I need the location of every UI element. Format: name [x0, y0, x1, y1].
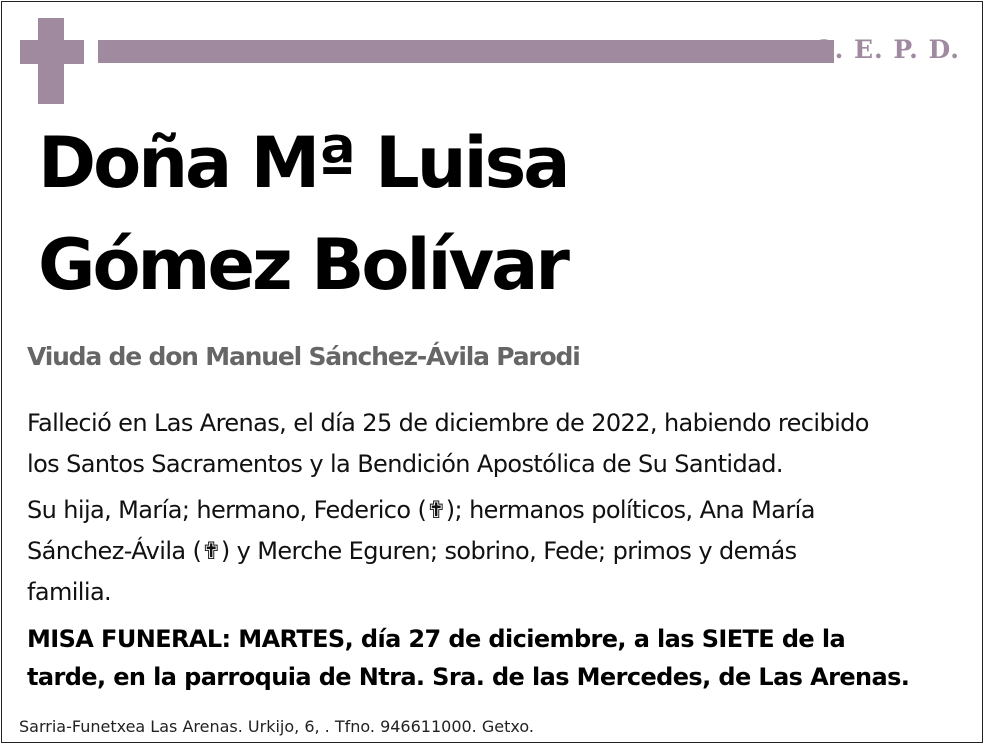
funeral-home-footer: Sarria-Funetxea Las Arenas. Urkijo, 6, . Tfno. 946611000. Getxo.: [19, 717, 534, 736]
death-notice-line-2: los Santos Sacramentos y la Bendición Apostólica de Su Santidad.: [27, 450, 783, 478]
family-line-1: Su hija, María; hermano, Federico (✟); hermanos políticos, Ana María: [27, 496, 815, 524]
qepd-badge: Q. E. P. D.: [813, 35, 960, 64]
death-notice-paragraph: [27, 403, 967, 485]
header-divider: [98, 40, 834, 63]
death-notice-line-1: Falleció en Las Arenas, el día 25 de diciembre de 2022, habiendo recibido: [27, 409, 869, 437]
family-paragraph: [27, 490, 967, 613]
widow-of-line: Viuda de don Manuel Sánchez-Ávila Parodi: [27, 342, 580, 371]
cross-icon-horizontal: [20, 40, 84, 64]
deceased-name: [38, 112, 567, 316]
deceased-name-line-2: Gómez Bolívar: [38, 224, 567, 306]
funeral-mass-paragraph: [27, 620, 967, 696]
family-line-3: familia.: [27, 578, 112, 606]
funeral-line-1: MISA FUNERAL: MARTES, día 27 de diciembre, a las SIETE de la: [27, 625, 846, 653]
obituary-card: [1, 1, 983, 743]
cross-icon: [20, 18, 84, 104]
deceased-name-line-1: Doña Mª Luisa: [38, 122, 568, 204]
funeral-line-2: tarde, en la parroquia de Ntra. Sra. de las Mercedes, de Las Arenas.: [27, 663, 910, 691]
family-line-2: Sánchez-Ávila (✟) y Merche Eguren; sobrino, Fede; primos y demás: [27, 537, 797, 565]
